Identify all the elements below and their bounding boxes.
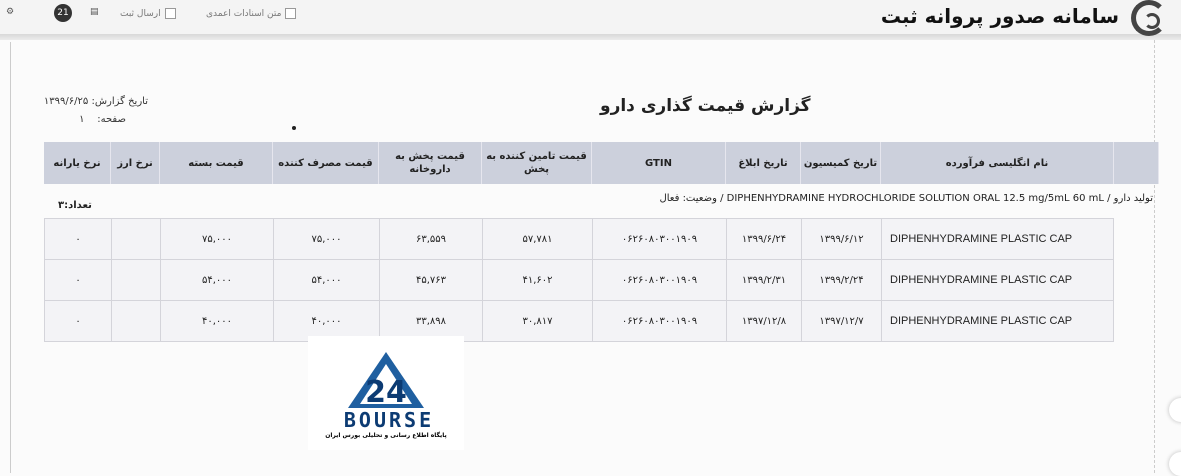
cell-fx	[112, 260, 161, 301]
logo-wordmark: BOURSE	[343, 408, 435, 432]
report-date-value: ۱۳۹۹/۶/۲۵	[43, 96, 89, 107]
cell-dist: ۳۳,۸۹۸	[380, 301, 483, 342]
col-name: نام انگلیسی فرآورده	[881, 142, 1114, 184]
bourse-watermark-logo	[308, 336, 464, 450]
cell-name: DIPHENHYDRAMINE PLASTIC CAP	[882, 260, 1114, 301]
price-table	[44, 218, 1114, 342]
top-bar	[0, 0, 1181, 37]
cell-pack: ۵۴,۰۰۰	[161, 260, 274, 301]
cell-fx	[112, 301, 161, 342]
cell-consumer: ۷۵,۰۰۰	[274, 219, 380, 260]
checkbox-send[interactable]	[120, 8, 176, 19]
col-fx: نرخ ارز	[111, 142, 160, 184]
notification-badge[interactable]: 21	[54, 4, 72, 22]
cell-name: DIPHENHYDRAMINE PLASTIC CAP	[882, 301, 1114, 342]
checkbox-documents-label: متن اسنادات اعمدی	[206, 8, 282, 19]
report-title: گزارش قیمت گذاری دارو	[600, 96, 811, 116]
cell-commission: ۱۳۹۹/۲/۲۴	[802, 260, 882, 301]
col-commission: تاریخ کمیسیون	[801, 142, 881, 184]
col-notify: تاریخ ابلاغ	[726, 142, 801, 184]
col-gtin: GTIN	[592, 142, 726, 184]
cell-subsidy: ۰	[45, 301, 112, 342]
table-header	[44, 142, 1159, 184]
cell-gtin: ۰۶۲۶۰۸۰۳۰۰۱۹۰۹	[593, 260, 727, 301]
cell-supplier: ۳۰,۸۱۷	[483, 301, 593, 342]
report-date	[38, 96, 148, 107]
page-value: ۱	[79, 114, 85, 125]
brand-title: سامانه صدور پروانه ثبت	[880, 4, 1119, 28]
cell-consumer: ۴۰,۰۰۰	[274, 301, 380, 342]
cell-supplier: ۴۱,۶۰۲	[483, 260, 593, 301]
gear-icon[interactable]: ⚙	[6, 7, 15, 17]
report-page-number	[38, 114, 126, 125]
cell-gtin: ۰۶۲۶۰۸۰۳۰۰۱۹۰۹	[593, 219, 727, 260]
table-row	[45, 219, 1114, 260]
cell-notify: ۱۳۹۹/۶/۲۴	[727, 219, 802, 260]
logo-number: 24	[365, 375, 407, 410]
cell-fx	[112, 219, 161, 260]
page-edge	[1154, 40, 1155, 473]
col-consumer: قیمت مصرف کننده	[273, 142, 379, 184]
checkbox-send-label: ارسال ثبت	[120, 8, 161, 19]
col-spacer	[1114, 142, 1159, 184]
cell-notify: ۱۳۹۷/۱۲/۸	[727, 301, 802, 342]
stray-dot	[292, 126, 296, 130]
cell-commission: ۱۳۹۹/۶/۱۲	[802, 219, 882, 260]
checkbox-documents[interactable]	[206, 8, 296, 19]
scroll-down-button[interactable]	[1169, 452, 1181, 476]
scroll-up-button[interactable]	[1169, 398, 1181, 422]
document-icon[interactable]: ▤	[90, 7, 99, 17]
page-label: صفحه:	[97, 114, 126, 125]
logo-tagline: پایگاه اطلاع رسانی و تحلیلی بورس ایران	[325, 432, 447, 439]
brand-logo-icon	[1131, 0, 1167, 36]
checkbox-box[interactable]	[285, 8, 296, 19]
cell-subsidy: ۰	[45, 219, 112, 260]
top-bar-divider	[0, 34, 1181, 40]
report-date-label: تاریخ گزارش:	[91, 96, 148, 107]
table-row	[45, 260, 1114, 301]
cell-consumer: ۵۴,۰۰۰	[274, 260, 380, 301]
cell-pack: ۷۵,۰۰۰	[161, 219, 274, 260]
col-supplier: قیمت تامین کننده به پخش	[482, 142, 592, 184]
cell-subsidy: ۰	[45, 260, 112, 301]
col-pack: قیمت بسته	[160, 142, 273, 184]
cell-supplier: ۵۷,۷۸۱	[483, 219, 593, 260]
col-subsidy: نرخ یارانه	[44, 142, 111, 184]
cell-gtin: ۰۶۲۶۰۸۰۳۰۰۱۹۰۹	[593, 301, 727, 342]
bourse-triangle-icon	[346, 350, 426, 410]
product-line: تولید دارو / DIPHENHYDRAMINE HYDROCHLORIDE SOLUTION ORAL 12.5 mg/5mL 60 mL / وضعیت: فعال	[659, 193, 1153, 204]
cell-pack: ۴۰,۰۰۰	[161, 301, 274, 342]
row-count: تعداد:۳	[58, 200, 92, 211]
table-row	[45, 301, 1114, 342]
col-dist: قیمت پخش به داروخانه	[379, 142, 482, 184]
cell-name: DIPHENHYDRAMINE PLASTIC CAP	[882, 219, 1114, 260]
cell-commission: ۱۳۹۷/۱۲/۷	[802, 301, 882, 342]
checkbox-box[interactable]	[165, 8, 176, 19]
cell-dist: ۴۵,۷۶۳	[380, 260, 483, 301]
cell-dist: ۶۳,۵۵۹	[380, 219, 483, 260]
cell-notify: ۱۳۹۹/۲/۳۱	[727, 260, 802, 301]
